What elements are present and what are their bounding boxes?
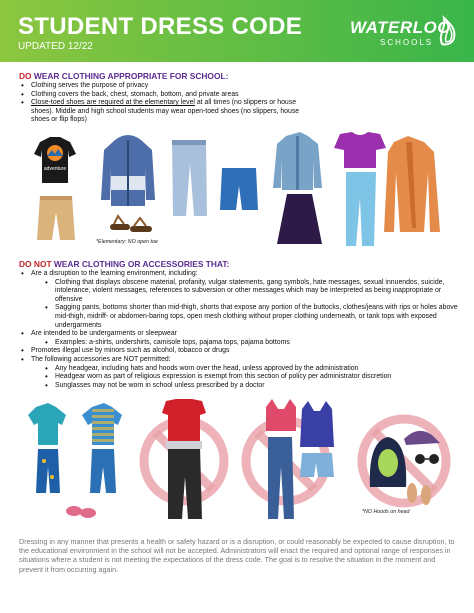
hoods-footnote: *NO Hoods on head — [362, 509, 410, 515]
dont-subrule-item: • Examples: a-shirts, undershirts, camisole tops, pajama tops, pajama bottoms — [31, 339, 459, 348]
do-head-rest: WEAR CLOTHING APPROPRIATE FOR SCHOOL: — [31, 71, 229, 81]
dont-rule-text: Are intended to be undergarments or sleepwear — [31, 330, 177, 338]
hooded-figure-icon — [370, 437, 406, 487]
policy-footer: Dressing in any manner that presents a health or safety hazard or is a disruption, or could reasonably be expected to cause disruption, to the educational environment in the school will not be accepted. Administrators will enact the required and optional range of responses in situations where a student is not meeting the expectations of the dress code. The goal is to resolve the situation in the moment and prevent it from occurring again. — [19, 537, 455, 574]
do-section-heading — [19, 71, 228, 81]
dont-rule-text: Are a disruption to the learning environment, including: — [31, 270, 198, 277]
dont-subrules — [31, 279, 459, 331]
logo-main-text: WATERLOO — [350, 18, 451, 37]
dont-subrule-item: • Any headgear, including hats and hoods worn over the head, unless approved by the administration — [31, 365, 459, 374]
page-title: STUDENT DRESS CODE — [18, 13, 303, 40]
elementary-footnote: *Elementary: NO open toe — [96, 239, 158, 245]
dont-rule-item — [19, 356, 459, 390]
do-rule-item: • Clothing covers the back, chest, stomach, bottom, and private areas — [19, 91, 304, 100]
dont-rules-list — [19, 270, 459, 390]
dont-rule-item: • Promotes illegal use by minors such as alcohol, tobacco or drugs — [19, 347, 459, 356]
dont-rule-item — [19, 330, 459, 347]
dont-head-rest: WEAR CLOTHING OR ACCESSORIES THAT: — [51, 259, 230, 269]
dont-subrules — [31, 339, 459, 348]
jogger-pants-icon — [172, 140, 207, 216]
denim-jacket-icon — [273, 132, 322, 190]
blue-shorts-icon — [220, 168, 258, 210]
hoodie-icon — [101, 135, 155, 206]
do-rules-list — [19, 82, 304, 125]
dont-subrule-item: • Sagging pants, bottoms shorter than mid-thigh, shorts that expose any portion of the buttocks, clothes/jeans with rips or holes above mid-thigh, midriff- or abdomen-baring tops, open mesh clothing without proper clothing underneath, or tank tops with exposed undergarments — [31, 304, 459, 330]
dont-subrule-item: • Sunglasses may not be worn in school unless prescribed by a doctor — [31, 382, 459, 391]
purple-top-icon — [334, 132, 386, 168]
logo-flame-icon — [438, 14, 460, 48]
do-rule-item: • Clothing serves the purpose of privacy — [19, 82, 304, 91]
dont-section-heading — [19, 259, 229, 269]
sunglasses-icon — [415, 454, 439, 464]
do-rule-item — [19, 99, 304, 125]
tshirt-print-text: adventure — [43, 166, 67, 172]
light-jeans-icon — [346, 172, 376, 246]
dont-head-emphasis: DO NOT — [19, 259, 52, 269]
dont-rule-item — [19, 270, 459, 330]
logo-sub-text: SCHOOLS — [380, 38, 434, 47]
do-clothing-illustrations — [0, 128, 474, 250]
pajamas-icon — [28, 403, 122, 518]
cardigan-icon — [384, 136, 440, 232]
header-banner — [0, 0, 474, 62]
dont-subrule-item: • Headgear worn as part of religious expression is exempt from this section of policy per administrator discretion — [31, 373, 459, 382]
dont-rule-text: The following accessories are NOT permitted: — [31, 355, 171, 363]
do-rule-underlined: Close-toed shoes are required at the elementary level — [31, 99, 195, 107]
purple-skirt-icon — [277, 194, 322, 244]
do-rule-continued: at all times (no slippers or house shoes). Middle and high school students may wear open-toed shoes (no slippers, house shoes or flip flops) — [31, 99, 300, 124]
waterloo-logo — [350, 12, 460, 52]
updated-date: UPDATED 12/22 — [18, 41, 93, 52]
dont-subrule-item: • Clothing that displays obscene material, profanity, vulgar statements, gang symbols, hate messages, sexual innuendos, suicide, intolerance, violent messages, references to subversion or other messages which may be interpreted as being inappropriate or offensive — [31, 279, 459, 305]
dont-subrules — [31, 365, 459, 391]
khaki-shorts-icon — [37, 196, 75, 240]
sandals-icon — [110, 216, 152, 232]
tshirt-icon — [34, 137, 76, 183]
do-head-emphasis: DO — [19, 71, 32, 81]
